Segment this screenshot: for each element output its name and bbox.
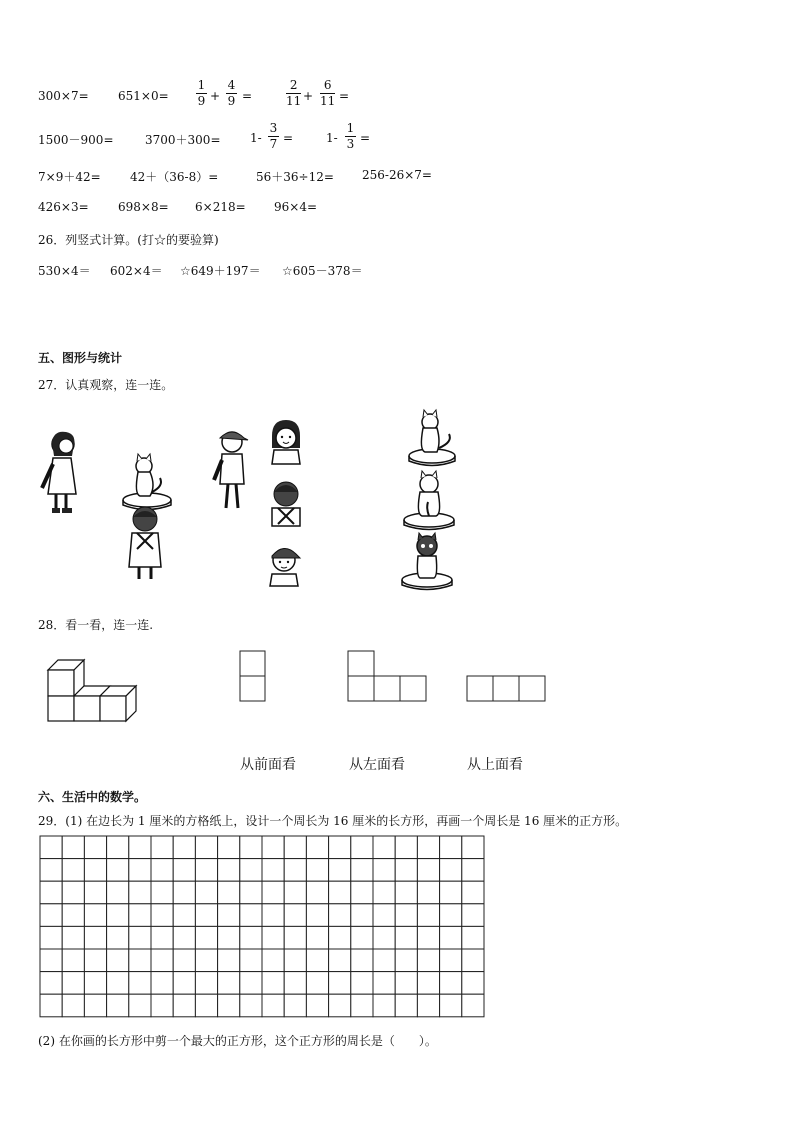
grid-cell[interactable] (306, 859, 328, 882)
boy-side-view-illustration (210, 428, 255, 516)
grid-cell[interactable] (284, 836, 306, 859)
grid-cell[interactable] (262, 836, 284, 859)
equals-sign: = (242, 89, 253, 103)
boy-front-bust-illustration (264, 540, 304, 588)
grid-cell[interactable] (129, 994, 151, 1017)
grid-cell[interactable] (462, 994, 484, 1017)
grid-cell[interactable] (218, 926, 240, 949)
child-back-bust-illustration (266, 478, 306, 528)
grid-cell[interactable] (129, 904, 151, 927)
fraction: 2 11 (286, 78, 302, 108)
grid-cell[interactable] (84, 859, 106, 882)
grid-cell[interactable] (284, 859, 306, 882)
grid-cell[interactable] (329, 972, 351, 995)
grid-cell[interactable] (151, 994, 173, 1017)
grid-cell[interactable] (151, 949, 173, 972)
grid-cell[interactable] (262, 881, 284, 904)
equals-sign: = (283, 131, 294, 145)
grid-cell[interactable] (395, 881, 417, 904)
grid-cell[interactable] (173, 836, 195, 859)
grid-cell[interactable] (417, 926, 439, 949)
grid-cell[interactable] (417, 972, 439, 995)
grid-cell[interactable] (218, 836, 240, 859)
girl-side-view-illustration (36, 430, 86, 520)
grid-cell[interactable] (440, 904, 462, 927)
grid-cell[interactable] (173, 949, 195, 972)
grid-cell[interactable] (284, 926, 306, 949)
grid-cell[interactable] (395, 836, 417, 859)
fraction: 6 11 (320, 78, 336, 108)
q26-item: ☆649＋197＝ (180, 264, 261, 278)
grid-cell[interactable] (417, 859, 439, 882)
grid-cell[interactable] (40, 994, 62, 1017)
grid-cell[interactable] (440, 926, 462, 949)
grid-cell[interactable] (373, 994, 395, 1017)
grid-cell[interactable] (351, 859, 373, 882)
grid-cell[interactable] (462, 859, 484, 882)
grid-cell[interactable] (306, 926, 328, 949)
grid-cell[interactable] (129, 949, 151, 972)
grid-cell[interactable] (240, 949, 262, 972)
grid-cell[interactable] (195, 926, 217, 949)
q26-title: 26．列竖式计算。(打☆的要验算) (38, 233, 219, 247)
grid-cell[interactable] (218, 881, 240, 904)
minus-prefix: 1- (326, 131, 338, 145)
fraction: 3 7 (269, 121, 278, 151)
child-back-view-illustration (125, 505, 165, 583)
grid-cell[interactable] (417, 904, 439, 927)
grid-cell[interactable] (329, 994, 351, 1017)
grid-cell[interactable] (351, 994, 373, 1017)
view-shape-l (348, 651, 428, 703)
grid-cell[interactable] (373, 859, 395, 882)
plus-sign: + (303, 89, 314, 103)
q26-item: ☆605－378＝ (282, 264, 363, 278)
cube-solid-illustration (48, 660, 138, 722)
oral-r2-b: 3700＋300= (145, 133, 221, 147)
grid-cell[interactable] (306, 836, 328, 859)
grid-cell[interactable] (262, 972, 284, 995)
grid-cell[interactable] (195, 904, 217, 927)
grid-cell[interactable] (107, 881, 129, 904)
grid-cell[interactable] (440, 994, 462, 1017)
grid-cell[interactable] (462, 836, 484, 859)
grid-cell[interactable] (351, 836, 373, 859)
grid-cell[interactable] (284, 994, 306, 1017)
oral-r2-a: 1500－900= (38, 133, 114, 147)
grid-cell[interactable] (218, 994, 240, 1017)
grid-cell[interactable] (107, 994, 129, 1017)
grid-cell[interactable] (240, 972, 262, 995)
view-shape-vertical (240, 651, 266, 703)
grid-cell[interactable] (240, 994, 262, 1017)
grid-cell[interactable] (195, 859, 217, 882)
oral-r1-b: 651×0= (118, 89, 169, 103)
grid-cell[interactable] (462, 949, 484, 972)
grid-cell[interactable] (40, 926, 62, 949)
grid-cell[interactable] (40, 859, 62, 882)
q27-title: 27．认真观察，连一连。 (38, 378, 174, 392)
grid-cell[interactable] (306, 949, 328, 972)
grid-cell[interactable] (84, 926, 106, 949)
view-label-front: 从前面看 (240, 757, 296, 773)
grid-cell[interactable] (62, 859, 84, 882)
oral-r1-a: 300×7= (38, 89, 89, 103)
grid-cell[interactable] (107, 904, 129, 927)
grid-cell[interactable] (284, 949, 306, 972)
cat-back-on-pedestal-illustration (400, 470, 460, 534)
grid-cell[interactable] (151, 859, 173, 882)
grid-cell[interactable] (417, 949, 439, 972)
grid-cell[interactable] (462, 881, 484, 904)
grid-cell[interactable] (417, 994, 439, 1017)
grid-cell[interactable] (84, 994, 106, 1017)
girl-front-view-illustration (266, 418, 306, 466)
q26-item: 530×4＝ (38, 264, 91, 278)
grid-cell[interactable] (195, 949, 217, 972)
oral-r3-b: 42＋（36-8）= (130, 170, 219, 184)
grid-cell[interactable] (129, 926, 151, 949)
grid-cell[interactable] (62, 926, 84, 949)
grid-cell[interactable] (373, 926, 395, 949)
oral-r4-d: 96×4= (274, 200, 318, 214)
fraction: 1 3 (346, 121, 355, 151)
grid-cell[interactable] (62, 972, 84, 995)
grid-cell[interactable] (373, 949, 395, 972)
grid-cell[interactable] (151, 926, 173, 949)
grid-cell[interactable] (462, 904, 484, 927)
grid-cell[interactable] (440, 859, 462, 882)
grid-cell[interactable] (417, 836, 439, 859)
grid-cell[interactable] (373, 881, 395, 904)
grid-cell[interactable] (240, 904, 262, 927)
grid-cell[interactable] (151, 881, 173, 904)
grid-cell[interactable] (329, 881, 351, 904)
grid-cell[interactable] (417, 881, 439, 904)
grid-cell[interactable] (351, 926, 373, 949)
grid-cell[interactable] (262, 904, 284, 927)
fraction: 4 9 (227, 78, 236, 108)
grid-cell[interactable] (107, 859, 129, 882)
fraction: 1 9 (197, 78, 206, 108)
grid-cell[interactable] (373, 836, 395, 859)
grid-cell[interactable] (62, 994, 84, 1017)
oral-r4-c: 6×218= (195, 200, 246, 214)
grid-cell[interactable] (351, 972, 373, 995)
grid-cell[interactable] (395, 949, 417, 972)
grid-cell[interactable] (240, 859, 262, 882)
oral-r3-d: 256-26×7= (362, 168, 432, 182)
grid-cell[interactable] (218, 949, 240, 972)
grid-cell[interactable] (84, 904, 106, 927)
grid-cell[interactable] (440, 881, 462, 904)
grid-cell[interactable] (151, 904, 173, 927)
grid-cell[interactable] (284, 904, 306, 927)
grid-cell[interactable] (129, 881, 151, 904)
q29-part1: 29．(1) 在边长为 1 厘米的方格纸上，设计一个周长为 16 厘米的长方形，再画一个周长是 16 厘米的正方形。 (38, 814, 628, 828)
section-heading: 五、图形与统计 (38, 351, 123, 365)
grid-cell[interactable] (40, 904, 62, 927)
grid-cell[interactable] (395, 859, 417, 882)
grid-cell[interactable] (262, 926, 284, 949)
cat-front-on-pedestal-illustration (398, 532, 458, 594)
grid-cell[interactable] (462, 972, 484, 995)
grid-cell[interactable] (218, 904, 240, 927)
grid-cell[interactable] (440, 949, 462, 972)
grid-cell[interactable] (129, 972, 151, 995)
grid-cell[interactable] (107, 949, 129, 972)
grid-cell[interactable] (195, 972, 217, 995)
grid-cell[interactable] (240, 926, 262, 949)
section-heading: 六、生活中的数学。 (38, 790, 147, 804)
plus-sign: + (210, 89, 221, 103)
grid-cell[interactable] (306, 994, 328, 1017)
equals-sign: = (339, 89, 350, 103)
grid-cell[interactable] (173, 904, 195, 927)
grid-cell[interactable] (351, 949, 373, 972)
square-grid-paper[interactable] (40, 836, 488, 1020)
oral-r4-a: 426×3= (38, 200, 89, 214)
grid-cell[interactable] (84, 949, 106, 972)
grid-cell[interactable] (40, 972, 62, 995)
grid-cell[interactable] (173, 994, 195, 1017)
grid-cell[interactable] (40, 836, 62, 859)
equals-sign: = (360, 131, 371, 145)
grid-cell[interactable] (373, 972, 395, 995)
grid-cell[interactable] (462, 926, 484, 949)
grid-cell[interactable] (351, 904, 373, 927)
grid-cell[interactable] (173, 881, 195, 904)
grid-cell[interactable] (351, 881, 373, 904)
grid-cell[interactable] (151, 972, 173, 995)
grid-cell[interactable] (306, 881, 328, 904)
grid-cell[interactable] (173, 972, 195, 995)
minus-prefix: 1- (250, 131, 262, 145)
grid-cell[interactable] (195, 994, 217, 1017)
grid-cell[interactable] (329, 859, 351, 882)
grid-cell[interactable] (440, 836, 462, 859)
grid-cell[interactable] (395, 994, 417, 1017)
grid-cell[interactable] (107, 926, 129, 949)
grid-cell[interactable] (262, 994, 284, 1017)
cat-side-on-pedestal-illustration (405, 408, 465, 472)
grid-cell[interactable] (173, 859, 195, 882)
grid-cell[interactable] (240, 881, 262, 904)
grid-cell[interactable] (218, 972, 240, 995)
grid-cell[interactable] (284, 972, 306, 995)
grid-cell[interactable] (62, 881, 84, 904)
grid-cell[interactable] (240, 836, 262, 859)
grid-cell[interactable] (306, 904, 328, 927)
view-label-left: 从左面看 (349, 757, 405, 773)
grid-cell[interactable] (107, 836, 129, 859)
grid-cell[interactable] (306, 972, 328, 995)
grid-cell[interactable] (40, 949, 62, 972)
q28-title: 28．看一看，连一连. (38, 618, 154, 632)
q26-item: 602×4＝ (110, 264, 163, 278)
grid-cell[interactable] (62, 904, 84, 927)
grid-cell[interactable] (218, 859, 240, 882)
grid-cell[interactable] (395, 904, 417, 927)
grid-cell[interactable] (329, 949, 351, 972)
grid-cell[interactable] (262, 949, 284, 972)
grid-cell[interactable] (84, 972, 106, 995)
grid-cell[interactable] (151, 836, 173, 859)
grid-cell[interactable] (62, 949, 84, 972)
grid-cell[interactable] (262, 859, 284, 882)
oral-r3-a: 7×9＋42= (38, 170, 101, 184)
grid-cell[interactable] (195, 836, 217, 859)
grid-cell[interactable] (40, 881, 62, 904)
grid-cell[interactable] (195, 881, 217, 904)
grid-cell[interactable] (107, 972, 129, 995)
grid-cell[interactable] (440, 972, 462, 995)
grid-cell[interactable] (395, 972, 417, 995)
grid-cell[interactable] (84, 881, 106, 904)
oral-r4-b: 698×8= (118, 200, 169, 214)
q29-part2: (2) 在你画的长方形中剪一个最大的正方形，这个正方形的周长是（ ）。 (38, 1034, 437, 1048)
view-label-top: 从上面看 (467, 757, 523, 773)
view-shape-row (467, 676, 547, 703)
grid-cell[interactable] (284, 881, 306, 904)
grid-cell[interactable] (329, 836, 351, 859)
grid-cell[interactable] (62, 836, 84, 859)
grid-cell[interactable] (329, 926, 351, 949)
grid-cell[interactable] (395, 926, 417, 949)
grid-cell[interactable] (84, 836, 106, 859)
cat-on-pedestal-illustration (120, 450, 180, 510)
grid-cell[interactable] (373, 904, 395, 927)
oral-r3-c: 56＋36÷12= (256, 170, 334, 184)
grid-cell[interactable] (173, 926, 195, 949)
grid-cell[interactable] (129, 859, 151, 882)
grid-cell[interactable] (329, 904, 351, 927)
grid-cell[interactable] (129, 836, 151, 859)
